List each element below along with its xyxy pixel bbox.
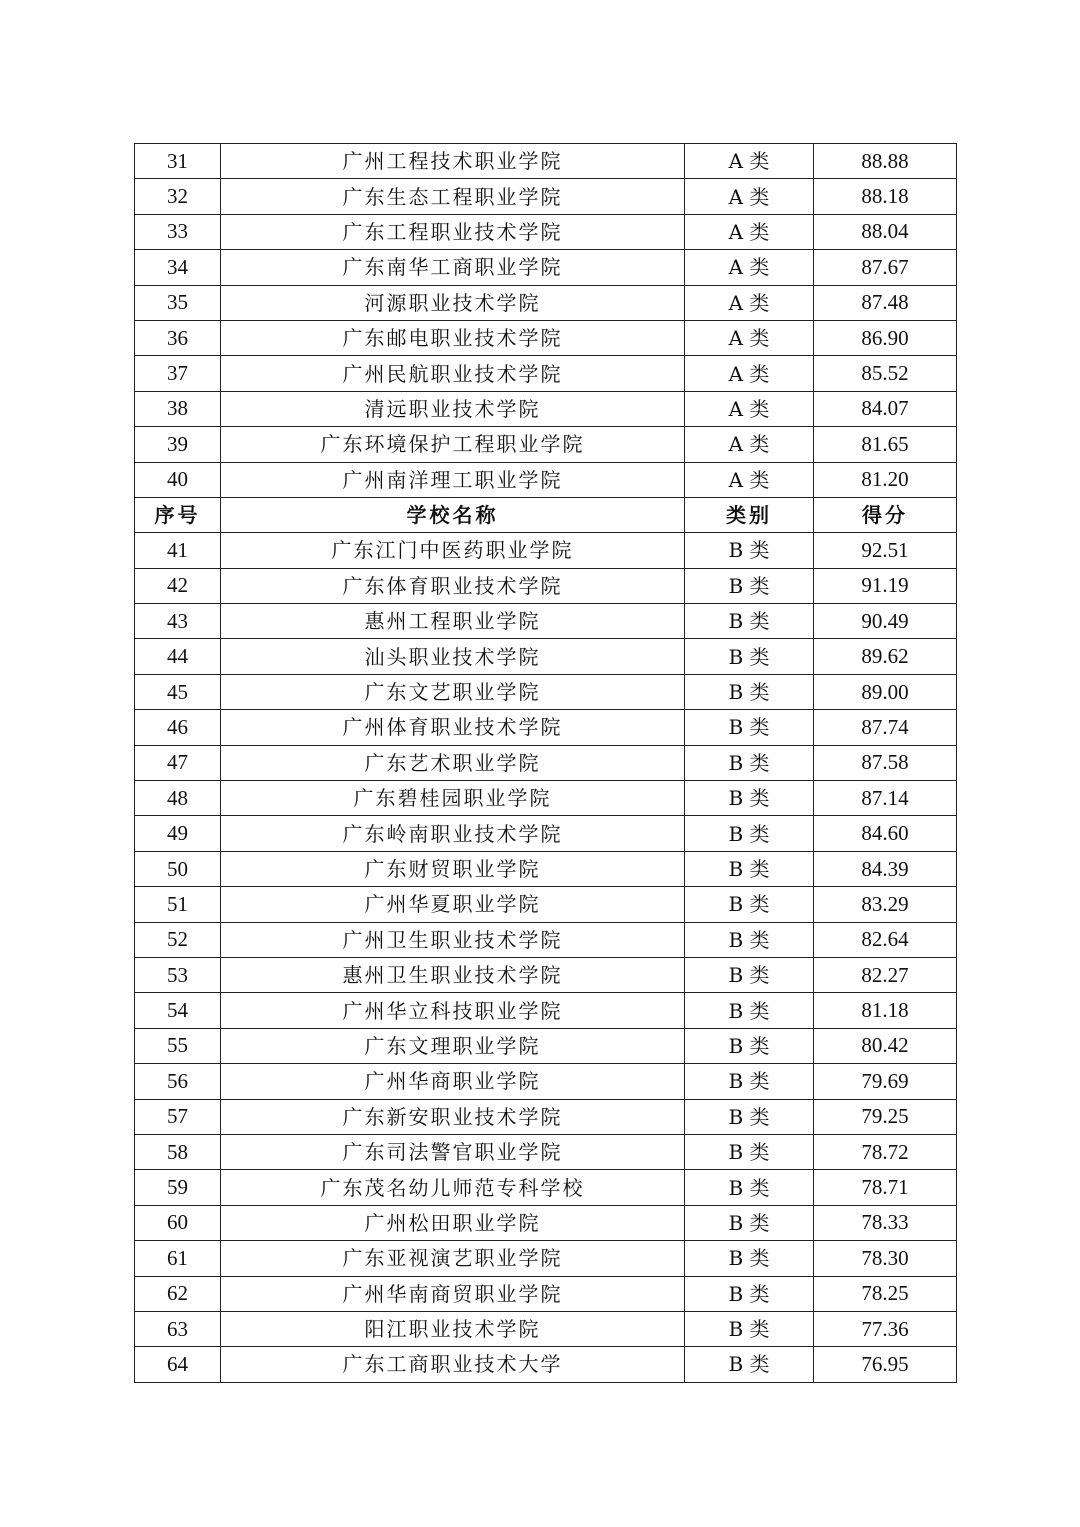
cell-name: 广东工商职业技术大学 xyxy=(221,1347,685,1382)
table-row xyxy=(135,462,957,497)
cell-score: 89.62 xyxy=(814,639,957,674)
table-row xyxy=(135,710,957,745)
cell-name: 广东新安职业技术学院 xyxy=(221,1099,685,1134)
table-row xyxy=(135,781,957,816)
cell-no: 52 xyxy=(135,922,221,957)
cell-category: B 类 xyxy=(685,710,814,745)
table-row xyxy=(135,1276,957,1311)
cell-no: 45 xyxy=(135,674,221,709)
cell-no: 36 xyxy=(135,320,221,355)
header-category: 类别 xyxy=(685,497,814,532)
cell-score: 87.67 xyxy=(814,250,957,285)
table-row xyxy=(135,922,957,957)
cell-name: 广东亚视演艺职业学院 xyxy=(221,1241,685,1276)
cell-category: A 类 xyxy=(685,285,814,320)
cell-score: 87.48 xyxy=(814,285,957,320)
cell-category: B 类 xyxy=(685,533,814,568)
cell-name: 广东体育职业技术学院 xyxy=(221,568,685,603)
cell-name: 广东财贸职业学院 xyxy=(221,851,685,886)
cell-score: 86.90 xyxy=(814,320,957,355)
cell-no: 41 xyxy=(135,533,221,568)
cell-score: 77.36 xyxy=(814,1311,957,1346)
table-row xyxy=(135,533,957,568)
ranking-table xyxy=(134,143,957,1383)
cell-category: B 类 xyxy=(685,1241,814,1276)
cell-category: A 类 xyxy=(685,462,814,497)
cell-category: B 类 xyxy=(685,887,814,922)
cell-no: 60 xyxy=(135,1205,221,1240)
table-row xyxy=(135,745,957,780)
table-row xyxy=(135,1347,957,1382)
cell-no: 64 xyxy=(135,1347,221,1382)
category-b-rows xyxy=(135,533,957,1382)
cell-name: 惠州卫生职业技术学院 xyxy=(221,957,685,992)
cell-no: 33 xyxy=(135,214,221,249)
cell-category: A 类 xyxy=(685,214,814,249)
table-row xyxy=(135,957,957,992)
cell-score: 78.71 xyxy=(814,1170,957,1205)
cell-category: A 类 xyxy=(685,250,814,285)
table-row xyxy=(135,179,957,214)
cell-no: 31 xyxy=(135,144,221,179)
table-row xyxy=(135,320,957,355)
cell-category: A 类 xyxy=(685,356,814,391)
table-row xyxy=(135,391,957,426)
cell-name: 广州松田职业学院 xyxy=(221,1205,685,1240)
cell-name: 广东南华工商职业学院 xyxy=(221,250,685,285)
table-row xyxy=(135,1205,957,1240)
cell-score: 90.49 xyxy=(814,604,957,639)
cell-name: 广州卫生职业技术学院 xyxy=(221,922,685,957)
cell-score: 87.58 xyxy=(814,745,957,780)
cell-name: 广州华立科技职业学院 xyxy=(221,993,685,1028)
cell-no: 63 xyxy=(135,1311,221,1346)
cell-category: B 类 xyxy=(685,639,814,674)
cell-category: B 类 xyxy=(685,781,814,816)
cell-name: 广州体育职业技术学院 xyxy=(221,710,685,745)
cell-no: 61 xyxy=(135,1241,221,1276)
cell-category: B 类 xyxy=(685,1276,814,1311)
cell-name: 惠州工程职业学院 xyxy=(221,604,685,639)
table-row xyxy=(135,144,957,179)
table-row xyxy=(135,250,957,285)
table-row xyxy=(135,887,957,922)
cell-score: 92.51 xyxy=(814,533,957,568)
cell-score: 78.25 xyxy=(814,1276,957,1311)
cell-no: 39 xyxy=(135,427,221,462)
cell-score: 81.20 xyxy=(814,462,957,497)
cell-category: B 类 xyxy=(685,1311,814,1346)
table-row xyxy=(135,993,957,1028)
cell-category: B 类 xyxy=(685,1170,814,1205)
cell-category: A 类 xyxy=(685,320,814,355)
cell-name: 广州华商职业学院 xyxy=(221,1064,685,1099)
cell-category: B 类 xyxy=(685,1347,814,1382)
cell-category: B 类 xyxy=(685,1205,814,1240)
header-score: 得分 xyxy=(814,497,957,532)
cell-name: 清远职业技术学院 xyxy=(221,391,685,426)
table-header xyxy=(135,497,957,532)
cell-score: 84.39 xyxy=(814,851,957,886)
cell-name: 广州南洋理工职业学院 xyxy=(221,462,685,497)
cell-category: B 类 xyxy=(685,957,814,992)
cell-score: 76.95 xyxy=(814,1347,957,1382)
table-row xyxy=(135,1134,957,1169)
cell-name: 广州工程技术职业学院 xyxy=(221,144,685,179)
cell-score: 81.18 xyxy=(814,993,957,1028)
cell-name: 广东工程职业技术学院 xyxy=(221,214,685,249)
cell-name: 广州民航职业技术学院 xyxy=(221,356,685,391)
cell-no: 59 xyxy=(135,1170,221,1205)
cell-score: 82.64 xyxy=(814,922,957,957)
cell-no: 38 xyxy=(135,391,221,426)
cell-no: 58 xyxy=(135,1134,221,1169)
cell-category: A 类 xyxy=(685,179,814,214)
table-row xyxy=(135,214,957,249)
cell-no: 32 xyxy=(135,179,221,214)
cell-name: 阳江职业技术学院 xyxy=(221,1311,685,1346)
table-row xyxy=(135,427,957,462)
table-row xyxy=(135,1170,957,1205)
table-row xyxy=(135,604,957,639)
cell-score: 88.18 xyxy=(814,179,957,214)
cell-score: 89.00 xyxy=(814,674,957,709)
cell-score: 81.65 xyxy=(814,427,957,462)
cell-no: 56 xyxy=(135,1064,221,1099)
cell-category: B 类 xyxy=(685,816,814,851)
cell-no: 43 xyxy=(135,604,221,639)
cell-name: 广东江门中医药职业学院 xyxy=(221,533,685,568)
table-row xyxy=(135,851,957,886)
table-row xyxy=(135,1099,957,1134)
cell-no: 42 xyxy=(135,568,221,603)
table-row xyxy=(135,1028,957,1063)
cell-score: 80.42 xyxy=(814,1028,957,1063)
cell-score: 79.69 xyxy=(814,1064,957,1099)
cell-category: B 类 xyxy=(685,1028,814,1063)
cell-name: 广州华夏职业学院 xyxy=(221,887,685,922)
cell-no: 55 xyxy=(135,1028,221,1063)
cell-category: B 类 xyxy=(685,674,814,709)
cell-no: 40 xyxy=(135,462,221,497)
cell-no: 34 xyxy=(135,250,221,285)
table-row xyxy=(135,816,957,851)
cell-no: 44 xyxy=(135,639,221,674)
cell-category: B 类 xyxy=(685,851,814,886)
cell-score: 88.04 xyxy=(814,214,957,249)
cell-no: 48 xyxy=(135,781,221,816)
cell-score: 87.14 xyxy=(814,781,957,816)
header-name: 学校名称 xyxy=(221,497,685,532)
cell-no: 46 xyxy=(135,710,221,745)
cell-score: 91.19 xyxy=(814,568,957,603)
table-row xyxy=(135,568,957,603)
cell-name: 广东碧桂园职业学院 xyxy=(221,781,685,816)
category-a-rows xyxy=(135,144,957,498)
cell-name: 广东文艺职业学院 xyxy=(221,674,685,709)
table-row xyxy=(135,285,957,320)
cell-no: 54 xyxy=(135,993,221,1028)
cell-score: 78.30 xyxy=(814,1241,957,1276)
cell-category: B 类 xyxy=(685,922,814,957)
header-no: 序号 xyxy=(135,497,221,532)
cell-name: 河源职业技术学院 xyxy=(221,285,685,320)
cell-no: 50 xyxy=(135,851,221,886)
cell-name: 广东司法警官职业学院 xyxy=(221,1134,685,1169)
cell-category: B 类 xyxy=(685,604,814,639)
cell-category: B 类 xyxy=(685,745,814,780)
cell-name: 广东茂名幼儿师范专科学校 xyxy=(221,1170,685,1205)
table-row xyxy=(135,1064,957,1099)
cell-score: 83.29 xyxy=(814,887,957,922)
cell-category: B 类 xyxy=(685,1134,814,1169)
cell-no: 35 xyxy=(135,285,221,320)
cell-name: 广东岭南职业技术学院 xyxy=(221,816,685,851)
cell-name: 广州华南商贸职业学院 xyxy=(221,1276,685,1311)
table-row xyxy=(135,674,957,709)
cell-name: 广东艺术职业学院 xyxy=(221,745,685,780)
cell-category: B 类 xyxy=(685,1099,814,1134)
cell-no: 57 xyxy=(135,1099,221,1134)
cell-category: B 类 xyxy=(685,1064,814,1099)
cell-name: 汕头职业技术学院 xyxy=(221,639,685,674)
table-row xyxy=(135,1311,957,1346)
table-row xyxy=(135,639,957,674)
cell-no: 62 xyxy=(135,1276,221,1311)
table-row xyxy=(135,356,957,391)
cell-score: 78.72 xyxy=(814,1134,957,1169)
table-row xyxy=(135,1241,957,1276)
cell-score: 82.27 xyxy=(814,957,957,992)
cell-score: 87.74 xyxy=(814,710,957,745)
cell-no: 47 xyxy=(135,745,221,780)
header-row xyxy=(135,497,957,532)
cell-category: B 类 xyxy=(685,993,814,1028)
cell-no: 49 xyxy=(135,816,221,851)
cell-name: 广东生态工程职业学院 xyxy=(221,179,685,214)
cell-name: 广东邮电职业技术学院 xyxy=(221,320,685,355)
cell-score: 85.52 xyxy=(814,356,957,391)
cell-no: 37 xyxy=(135,356,221,391)
cell-score: 84.07 xyxy=(814,391,957,426)
cell-score: 88.88 xyxy=(814,144,957,179)
cell-score: 84.60 xyxy=(814,816,957,851)
cell-no: 53 xyxy=(135,957,221,992)
cell-score: 79.25 xyxy=(814,1099,957,1134)
cell-name: 广东文理职业学院 xyxy=(221,1028,685,1063)
cell-score: 78.33 xyxy=(814,1205,957,1240)
cell-no: 51 xyxy=(135,887,221,922)
cell-category: A 类 xyxy=(685,391,814,426)
cell-category: A 类 xyxy=(685,427,814,462)
cell-name: 广东环境保护工程职业学院 xyxy=(221,427,685,462)
cell-category: A 类 xyxy=(685,144,814,179)
cell-category: B 类 xyxy=(685,568,814,603)
